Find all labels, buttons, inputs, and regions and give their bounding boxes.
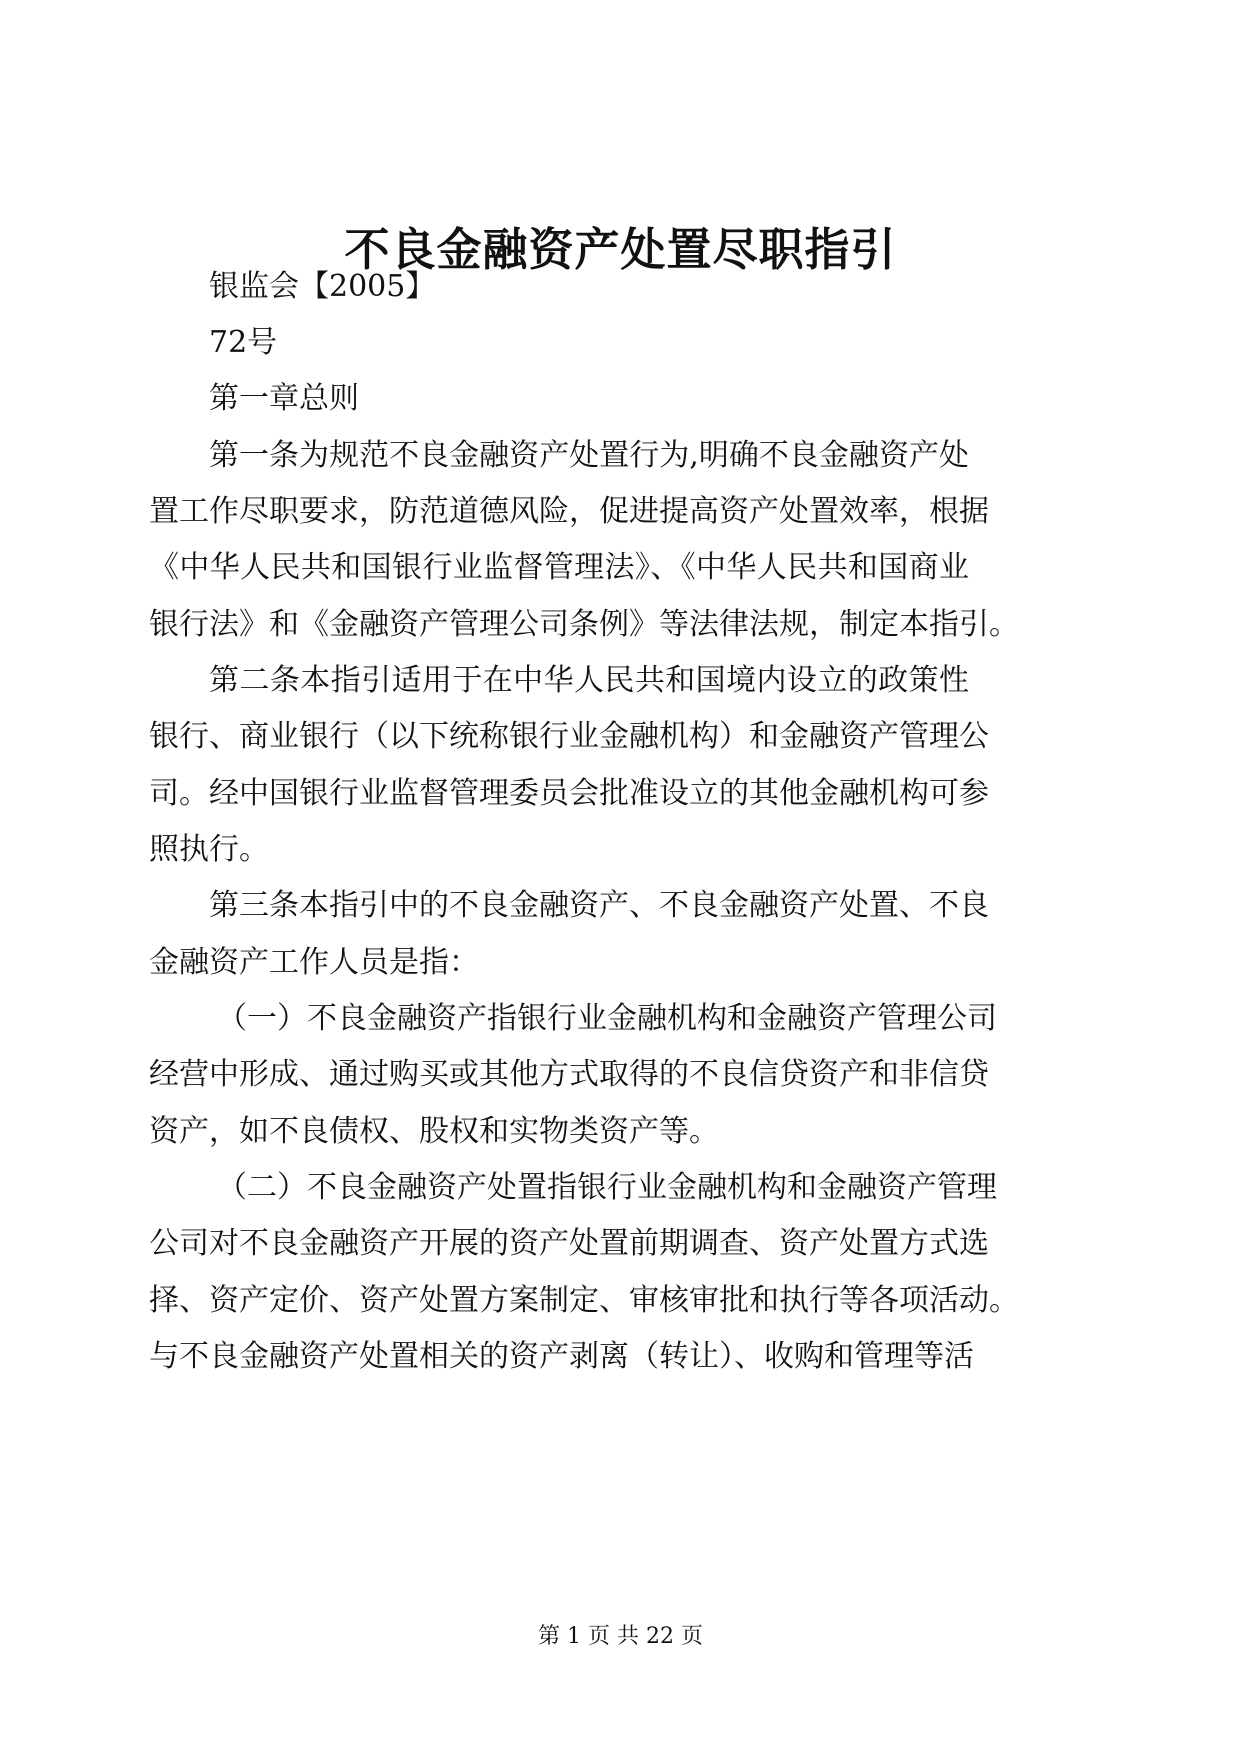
paragraph-line: 金融资产工作人员是指：	[149, 945, 479, 980]
paragraph-line: 置工作尽职要求，防范道德风险，促进提高资产处置效率，根据	[149, 494, 989, 529]
paragraph-line: 经营中形成、通过购买或其他方式取得的不良信贷资产和非信贷	[149, 1057, 989, 1092]
paragraph-line: （二）不良金融资产处置指银行业金融机构和金融资产管理	[217, 1170, 997, 1205]
paragraph-line: 择、资产定价、资产处置方案制定、审核审批和执行等各项活动。	[149, 1283, 1019, 1318]
chapter-heading: 第一章总则	[209, 381, 359, 416]
paragraph-line: （一）不良金融资产指银行业金融机构和金融资产管理公司	[217, 1001, 997, 1036]
document-number-line: 银监会【2005】	[209, 269, 436, 304]
paragraph-line: 照执行。	[149, 832, 269, 867]
paragraph-line: 第三条本指引中的不良金融资产、不良金融资产处置、不良	[209, 888, 989, 923]
document-title: 不良金融资产处置尽职指引	[344, 223, 897, 276]
paragraph-line: 银行、商业银行（以下统称银行业金融机构）和金融资产管理公	[149, 719, 989, 754]
paragraph-line: 《中华人民共和国银行业监督管理法》、《中华人民共和国商业	[149, 550, 969, 585]
paragraph-line: 司。经中国银行业监督管理委员会批准设立的其他金融机构可参	[149, 776, 989, 811]
paragraph-line: 与不良金融资产处置相关的资产剥离（转让）、收购和管理等活	[149, 1339, 974, 1374]
document-number-suffix: 72号	[209, 325, 278, 360]
paragraph-line: 第二条本指引适用于在中华人民共和国境内设立的政策性	[209, 663, 969, 698]
paragraph-line: 资产，如不良债权、股权和实物类资产等。	[149, 1114, 719, 1149]
paragraph-line: 公司对不良金融资产开展的资产处置前期调查、资产处置方式选	[149, 1226, 989, 1261]
paragraph-line: 银行法》和《金融资产管理公司条例》等法律法规，制定本指引。	[149, 607, 1019, 642]
paragraph-line: 第一条为规范不良金融资产处置行为,明确不良金融资产处	[209, 438, 969, 473]
page-number-footer: 第 1 页 共 22 页	[538, 1624, 703, 1649]
